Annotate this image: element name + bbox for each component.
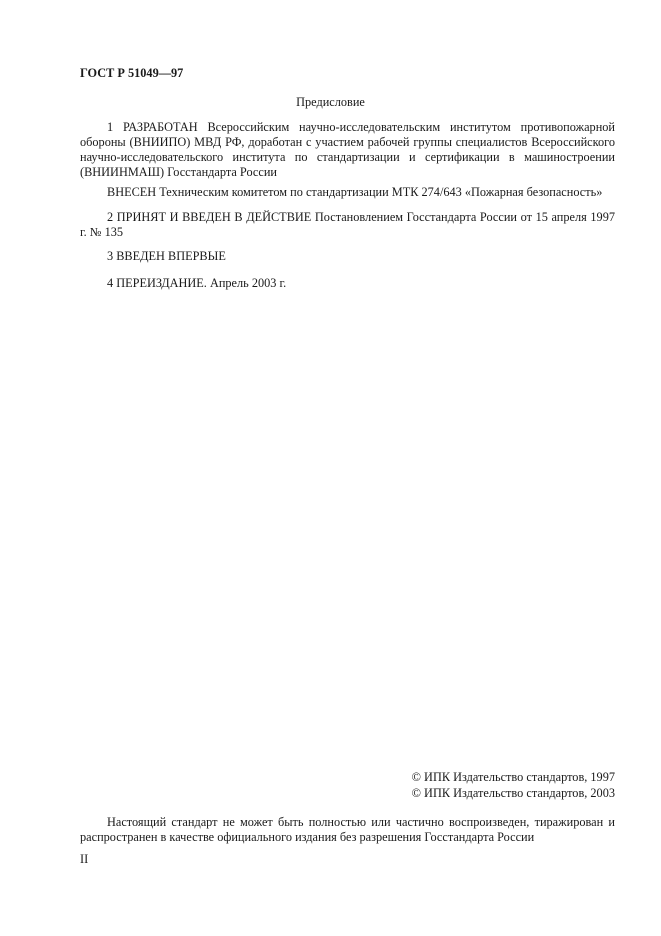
paragraph-developed: 1 РАЗРАБОТАН Всероссийским научно-исследовательским институтом противопожарной обороны (ВНИИПО) МВД РФ, доработан с участием рабочей группы специалистов Всероссийского научно-исследовательского института по стандартизации и сертификации в машиностроении (ВНИИНМАШ) Госстандарта России (80, 120, 615, 179)
copyright-line-2003: © ИПК Издательство стандартов, 2003 (411, 786, 615, 800)
paragraph-reissue: 4 ПЕРЕИЗДАНИЕ. Апрель 2003 г. (107, 276, 287, 290)
paragraph-introduced: ВНЕСЕН Техническим комитетом по стандартизации МТК 274/643 «Пожарная безопасность» (107, 185, 603, 199)
paragraph-adopted: 2 ПРИНЯТ И ВВЕДЕН В ДЕЙСТВИЕ Постановлением Госстандарта России от 15 апреля 1997 г. № 135 (80, 210, 615, 239)
copyright-line-1997: © ИПК Издательство стандартов, 1997 (411, 770, 615, 784)
reproduction-notice: Настоящий стандарт не может быть полностью или частично воспроизведен, тиражирован и распространен в качестве официального издания без разрешения Госстандарта России (80, 815, 615, 844)
page-number: II (80, 852, 89, 866)
section-title: Предисловие (296, 95, 365, 109)
paragraph-first-introduced: 3 ВВЕДЕН ВПЕРВЫЕ (107, 249, 226, 263)
standard-code: ГОСТ Р 51049—97 (80, 66, 184, 80)
